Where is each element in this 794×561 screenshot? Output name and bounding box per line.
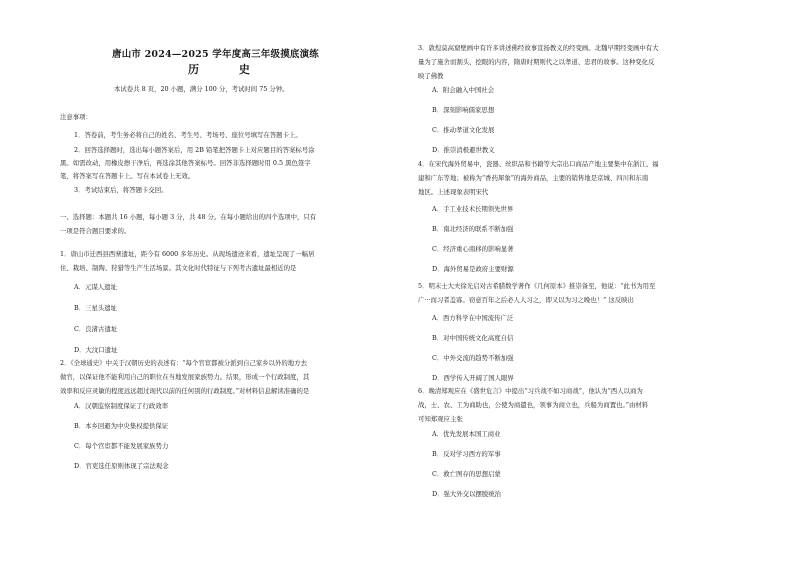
q4-option-a: A．手工业技术长期领先世界: [432, 205, 514, 213]
exam-title: 唐山市 2024—2025 学年度高三年级摸底演练: [112, 49, 319, 60]
question-5-text: 5．明末士大夫徐光启对古希腊数学著作《几何原本》推崇备至，他说：“此书为用至: [418, 282, 656, 290]
q5-option-b: B．对中国传统文化高度自信: [432, 334, 514, 342]
question-1-text: 1．唐山市迁西县西寨遗址，距今有 6000 多年历史。从现场遗迹来看，遗址呈现了一幅居: [60, 250, 315, 258]
question-1-text: 住、栽培、制陶、狩猎等生产生活场景。其文化时代特征与下列考古遗址最相近的是: [60, 264, 297, 272]
q3-option-d: D．推崇消极避世教义: [432, 146, 495, 154]
q5-option-c: C．中外交流的趋势不断加强: [432, 354, 514, 362]
exam-info: 本试卷共 8 页，20 小题，满分 100 分，考试时间 75 分钟。: [114, 85, 289, 93]
notice-item: 笔，将答案写在答题卡上。写在本试卷上无效。: [60, 172, 195, 180]
notice-heading: 注意事项：: [60, 113, 92, 121]
q1-option-b: B．三星头遗址: [74, 304, 118, 312]
question-2-text: 效率和反应灵敏的程度远远超过现代以前的任何别的行政制度。”对材料信息解读准确的是: [60, 387, 310, 395]
question-4-text: 建和广东等地；被称为“香药犀象”的海外商品，主要的销售地是京城、四川和东南: [418, 174, 649, 182]
q1-option-a: A．元谋人遗址: [74, 283, 117, 291]
q5-option-a: A．西方科学在中国流传广泛: [432, 314, 514, 322]
q1-option-d: D．大汶口遗址: [74, 346, 118, 354]
q5-option-d: D．西学传入开阔了国人眼界: [432, 374, 514, 382]
q3-option-b: B．深刻影响儒家思想: [432, 106, 495, 114]
q2-option-c: C．每个官宦都不能发展家族势力: [74, 442, 169, 450]
q4-option-c: C．经济重心南移的影响显著: [432, 245, 514, 253]
question-6-text: 6．晚清郑观应在《盛世危言》中提出“习兵战不如习商战”，他认为“西人以商为: [418, 387, 643, 395]
question-5-text: 广···而习者盖寡。窃意百年之后必人人习之，即又以为习之晚也！” 这反映出: [418, 296, 634, 304]
section-heading: 一、选择题：本题共 16 小题，每小题 3 分，共 48 分。在每小题给出的四个选项中，只有: [60, 213, 317, 221]
notice-item: 3．考试结束后，将答题卡交回。: [74, 186, 168, 194]
question-4-text: 地区。上述现象表明宋代: [418, 188, 489, 196]
question-2-text: 做官，以保证他不能利用自己的职位在当地发展家族势力。结果，形成一个行政制度，其: [60, 373, 310, 381]
question-4-text: 4．在宋代海外贸易中，瓷器、丝织品和书籍等大宗出口商品产地主要集中在浙江、福: [418, 160, 659, 168]
question-6-text: 可知郑观应主张: [418, 415, 463, 423]
q2-option-a: A．汉朝监察制度保证了行政效率: [74, 402, 169, 410]
q3-option-c: C．推动孝道文化发展: [432, 126, 495, 134]
q3-option-a: A．附会融入中国社会: [432, 86, 495, 94]
q2-option-b: B．本乡回避为中央集权提供保证: [74, 422, 169, 430]
q4-option-b: B．南北经济的联系不断加强: [432, 225, 514, 233]
notice-item: 2．回答选择题时，选出每小题答案后，用 2B 铅笔把答题卡上对应题目的答案标号涂: [74, 146, 315, 154]
notice-item: 1．答卷前，考生务必将自己的姓名、考生号、考场号、座位号填写在答题卡上。: [74, 131, 302, 139]
q2-option-d: D．官吏选任原则体现了宗法观念: [74, 462, 169, 470]
q6-option-b: B．反对学习西方的军事: [432, 450, 501, 458]
subject-title: 历 史: [188, 63, 268, 76]
question-3-text: 量为了施舍而割头、挖眼的内容，隋唐时期则代之以孝道、忠君的故事。这种变化反: [418, 58, 655, 66]
q6-option-d: D．强大外交以摆脱统治: [432, 490, 502, 498]
q6-option-a: A．优先发展本国工商业: [432, 430, 501, 438]
question-2-text: 2．《全球通史》中关于汉朝历史的表述有：“每个官宦都被分派到自己家乡以外的地方去: [60, 359, 307, 367]
q4-option-d: D．海外贸易是政府主要财源: [432, 265, 514, 273]
notice-item: 黑。如需改动，用橡皮擦干净后，再选涂其他答案标号。回答非选择题时用 0.5 黑色签字: [60, 159, 311, 167]
question-6-text: 战，士、农、工为商助也，公使为商遣也，领事为商立也，兵船为商置也。”由材料: [418, 401, 649, 409]
q1-option-c: C．良渚古遗址: [74, 325, 118, 333]
section-heading: 一项是符合题目要求的。: [60, 227, 131, 235]
q6-option-c: C．救亡图存的思想启蒙: [432, 470, 501, 478]
question-3-text: 3．敦煌莫高窟壁画中有许多讲述佛经故事宣扬教义的经变画。北魏早期经变画中有大: [418, 44, 659, 52]
question-3-text: 映了佛教: [418, 72, 444, 80]
